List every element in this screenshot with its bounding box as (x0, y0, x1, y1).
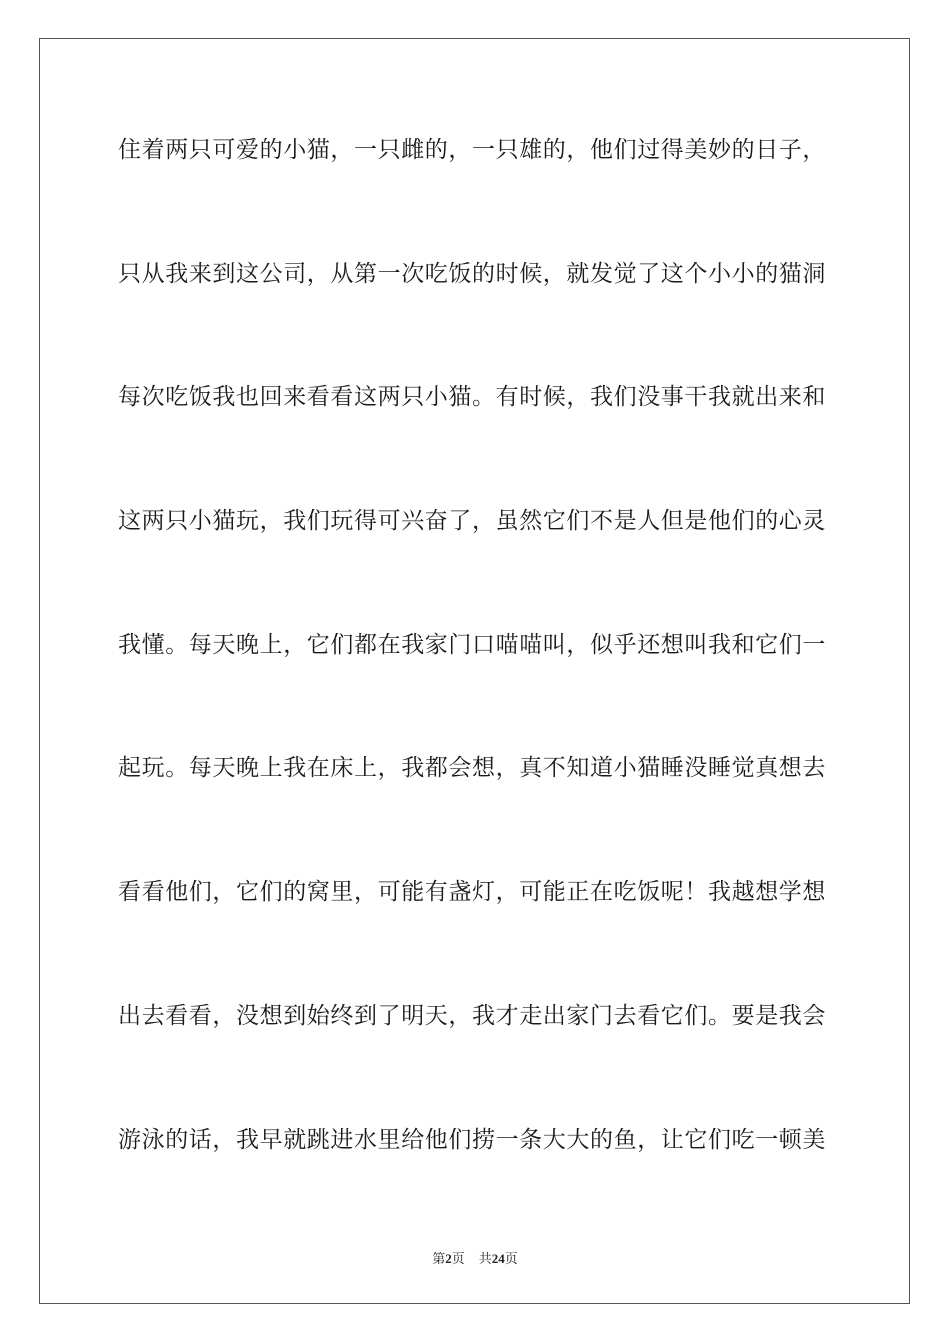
text-line-7: 看看他们，它们的窝里，可能有盏灯，可能正在吃饭呢！我越想学想 (118, 879, 826, 906)
document-body (118, 125, 833, 1238)
text-line-8: 出去看看，没想到始终到了明天，我才走出家门去看它们。要是我会 (118, 1002, 826, 1029)
page-prefix: 第 (432, 1251, 446, 1266)
text-line-1: 住着两只可爱的小猫，一只雌的，一只雄的，他们过得美妙的日子， (118, 137, 826, 163)
total-prefix: 共 (478, 1251, 492, 1266)
text-line-9: 游泳的话，我早就跳进水里给他们捞一条大大的鱼，让它们吃一顿美 (118, 1126, 826, 1153)
page-suffix: 页 (451, 1251, 465, 1266)
total-suffix: 页 (504, 1251, 518, 1266)
text-line-4: 这两只小猫玩，我们玩得可兴奋了，虽然它们不是人但是他们的心灵 (118, 508, 826, 535)
text-line-3: 每次吃饭我也回来看看这两只小猫。有时候，我们没事干我就出来和 (118, 384, 826, 411)
page-number: 2 (445, 1251, 452, 1266)
page-footer (0, 1248, 950, 1267)
text-line-6: 起玩。每天晚上我在床上，我都会想，真不知道小猫睡没睡觉真想去 (118, 755, 826, 782)
text-line-5: 我懂。每天晚上，它们都在我家门口喵喵叫，似乎还想叫我和它们一 (118, 631, 826, 658)
total-pages: 24 (491, 1251, 505, 1266)
text-line-2: 只从我来到这公司，从第一次吃饭的时候，就发觉了这个小小的猫洞 (118, 260, 826, 287)
